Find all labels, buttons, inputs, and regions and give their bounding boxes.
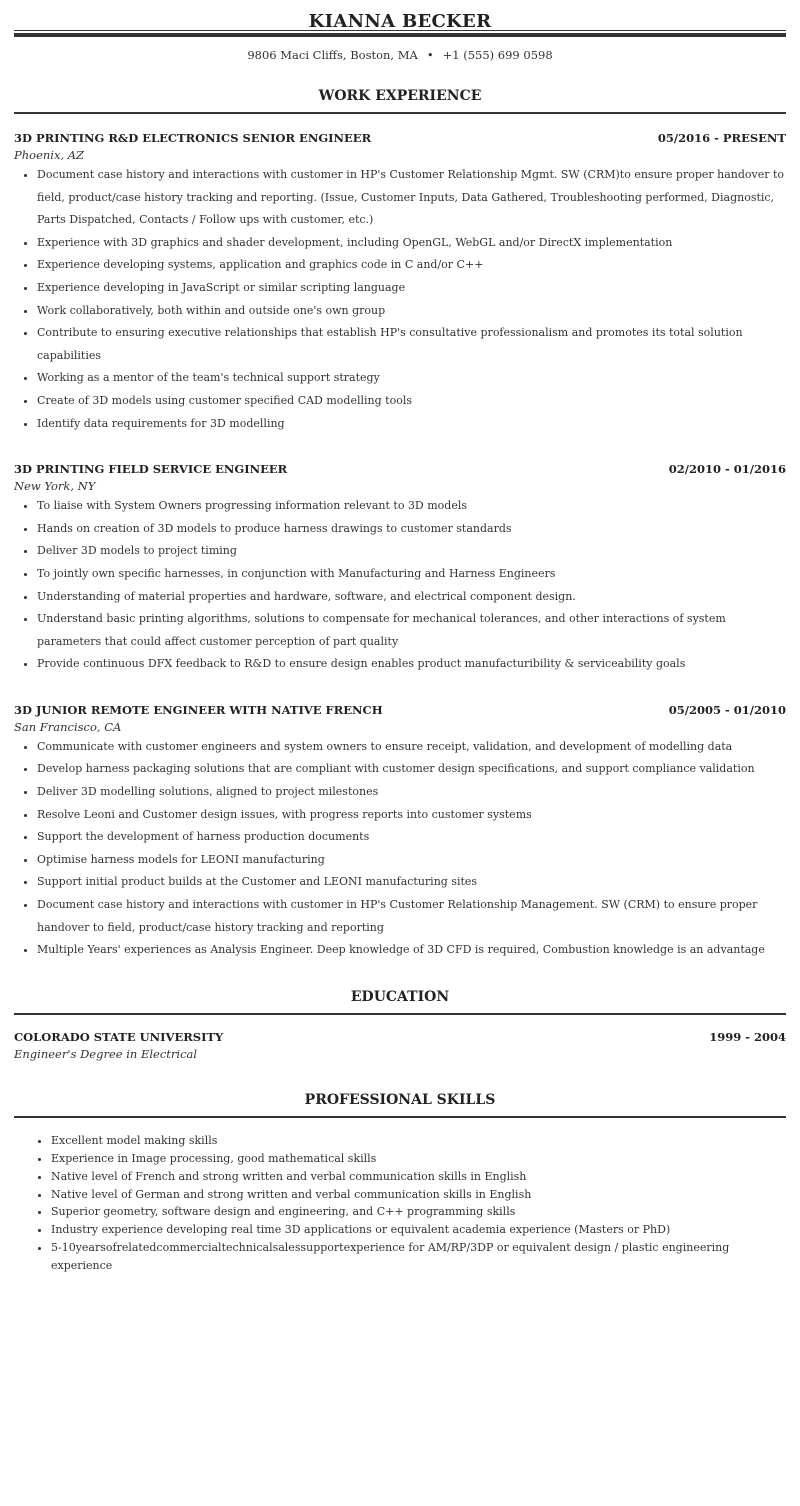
job-dates: 02/2010 - 01/2016: [668, 462, 786, 477]
list-item: • 5-10yearsofrelatedcommercialtechnicalsalessupportexperience for AM/RP/3DP or equivalent design / plastic engineering experience: [51, 1239, 786, 1275]
degree: Engineer's Degree in Electrical: [14, 1046, 198, 1061]
list-item: • Create of 3D models using customer specified CAD modelling tools: [37, 390, 786, 413]
education-entry: [14, 1029, 786, 1063]
list-item: • Native level of French and strong written and verbal communication skills in English: [51, 1168, 786, 1186]
job-title: 3D PRINTING FIELD SERVICE ENGINEER: [14, 462, 288, 477]
list-item: • Identify data requirements for 3D modelling: [37, 413, 786, 436]
list-item: • Contribute to ensuring executive relationships that establish HP's consultative professionalism and promotes its total solution capabilities: [37, 322, 786, 367]
list-item: • Experience developing in JavaScript or similar scripting language: [37, 277, 786, 300]
job-entry: [14, 461, 786, 676]
job-location: New York, NY: [14, 479, 96, 494]
list-item: • Experience with 3D graphics and shader development, including OpenGL, WebGL and/or DirectX implementation: [37, 232, 786, 255]
job-header: [14, 461, 786, 477]
list-item: • Working as a mentor of the team's technical support strategy: [37, 367, 786, 390]
header-divider-thick: [14, 33, 786, 37]
list-item: • Hands on creation of 3D models to produce harness drawings to customer standards: [37, 518, 786, 541]
job-location: San Francisco, CA: [14, 719, 122, 734]
section-divider-education: [14, 1013, 786, 1015]
job-dates: 05/2016 - PRESENT: [657, 131, 786, 145]
education-header: [14, 1029, 786, 1045]
list-item: • Work collaboratively, both within and outside one's own group: [37, 300, 786, 323]
list-item: • Understanding of material properties and hardware, software, and electrical component design.: [37, 586, 786, 609]
section-divider-skills: [14, 1116, 786, 1118]
list-item: • Superior geometry, software design and engineering, and C++ programming skills: [51, 1203, 786, 1221]
section-divider-work: [14, 112, 786, 114]
list-item: • Experience in Image processing, good mathematical skills: [51, 1150, 786, 1168]
list-item: • Communicate with customer engineers and system owners to ensure receipt, validation, and development of modelling data: [37, 736, 786, 759]
list-item: • Provide continuous DFX feedback to R&D to ensure design enables product manufacturibility & serviceability goals: [37, 653, 786, 676]
address: 9806 Maci Cliffs, Boston, MA: [247, 48, 418, 62]
list-item: • Multiple Years' experiences as Analysis Engineer. Deep knowledge of 3D CFD is required, Combustion knowledge is an advantage: [37, 939, 786, 962]
list-item: • Support the development of harness production documents: [37, 826, 786, 849]
job-header: [14, 702, 786, 718]
list-item: • Deliver 3D modelling solutions, aligned to project milestones: [37, 781, 786, 804]
list-item: • Deliver 3D models to project timing: [37, 540, 786, 563]
list-item: • To jointly own specific harnesses, in conjunction with Manufacturing and Harness Engineers: [37, 563, 786, 586]
section-title-education: EDUCATION: [350, 988, 450, 1005]
section-title-skills: PROFESSIONAL SKILLS: [304, 1091, 496, 1108]
list-item: • Excellent model making skills: [51, 1132, 786, 1150]
job-location: Phoenix, AZ: [14, 148, 85, 162]
job-bullets: [14, 495, 786, 676]
list-item: • Develop harness packaging solutions that are compliant with customer design specifications, and support compliance validation: [37, 758, 786, 781]
list-item: • Experience developing systems, application and graphics code in C and/or C++: [37, 254, 786, 277]
job-entry: [14, 702, 786, 962]
list-item: • Document case history and interactions with customer in HP's Customer Relationship Management. SW (CRM) to ensure proper handover to field, product/case history tracking and reporting: [37, 894, 786, 939]
list-item: • Optimise harness models for LEONI manufacturing: [37, 849, 786, 872]
skills-list: [14, 1132, 786, 1275]
school-name: COLORADO STATE UNIVERSITY: [14, 1029, 224, 1044]
job-dates: 05/2005 - 01/2010: [668, 702, 786, 717]
list-item: • To liaise with System Owners progressing information relevant to 3D models: [37, 495, 786, 518]
list-item: • Native level of German and strong written and verbal communication skills in English: [51, 1186, 786, 1204]
job-title: 3D PRINTING R&D ELECTRONICS SENIOR ENGINEER: [14, 131, 372, 145]
candidate-name: KIANNA BECKER: [308, 11, 492, 32]
phone: +1 (555) 699 0598: [442, 48, 553, 62]
resume-page: [14, 0, 786, 1275]
list-item: • Resolve Leoni and Customer design issues, with progress reports into customer systems: [37, 804, 786, 827]
list-item: • Document case history and interactions with customer in HP's Customer Relationship Mgmt. SW (CRM)to ensure proper handover to field, product/case history tracking and reporting. (Issue, Customer Inputs, Data Gathered, Troubleshooting performed, Diagnostic, Parts Dispatched, Contacts / Follow ups with customer, etc.): [37, 164, 786, 232]
job-header: [14, 130, 786, 146]
contact-separator: •: [426, 48, 434, 62]
job-bullets: [14, 164, 786, 435]
section-title-work: WORK EXPERIENCE: [318, 88, 482, 104]
contact-line: [14, 47, 786, 63]
list-item: • Support initial product builds at the Customer and LEONI manufacturing sites: [37, 871, 786, 894]
job-title: 3D JUNIOR REMOTE ENGINEER WITH NATIVE FRENCH: [14, 702, 383, 717]
job-entry: [14, 130, 786, 435]
education-dates: 1999 - 2004: [709, 1029, 786, 1044]
list-item: • Industry experience developing real time 3D applications or equivalent academia experience (Masters or PhD): [51, 1221, 786, 1239]
job-bullets: [14, 736, 786, 962]
list-item: • Understand basic printing algorithms, solutions to compensate for mechanical tolerances, and other interactions of system parameters that could affect customer perception of part quality: [37, 608, 786, 653]
